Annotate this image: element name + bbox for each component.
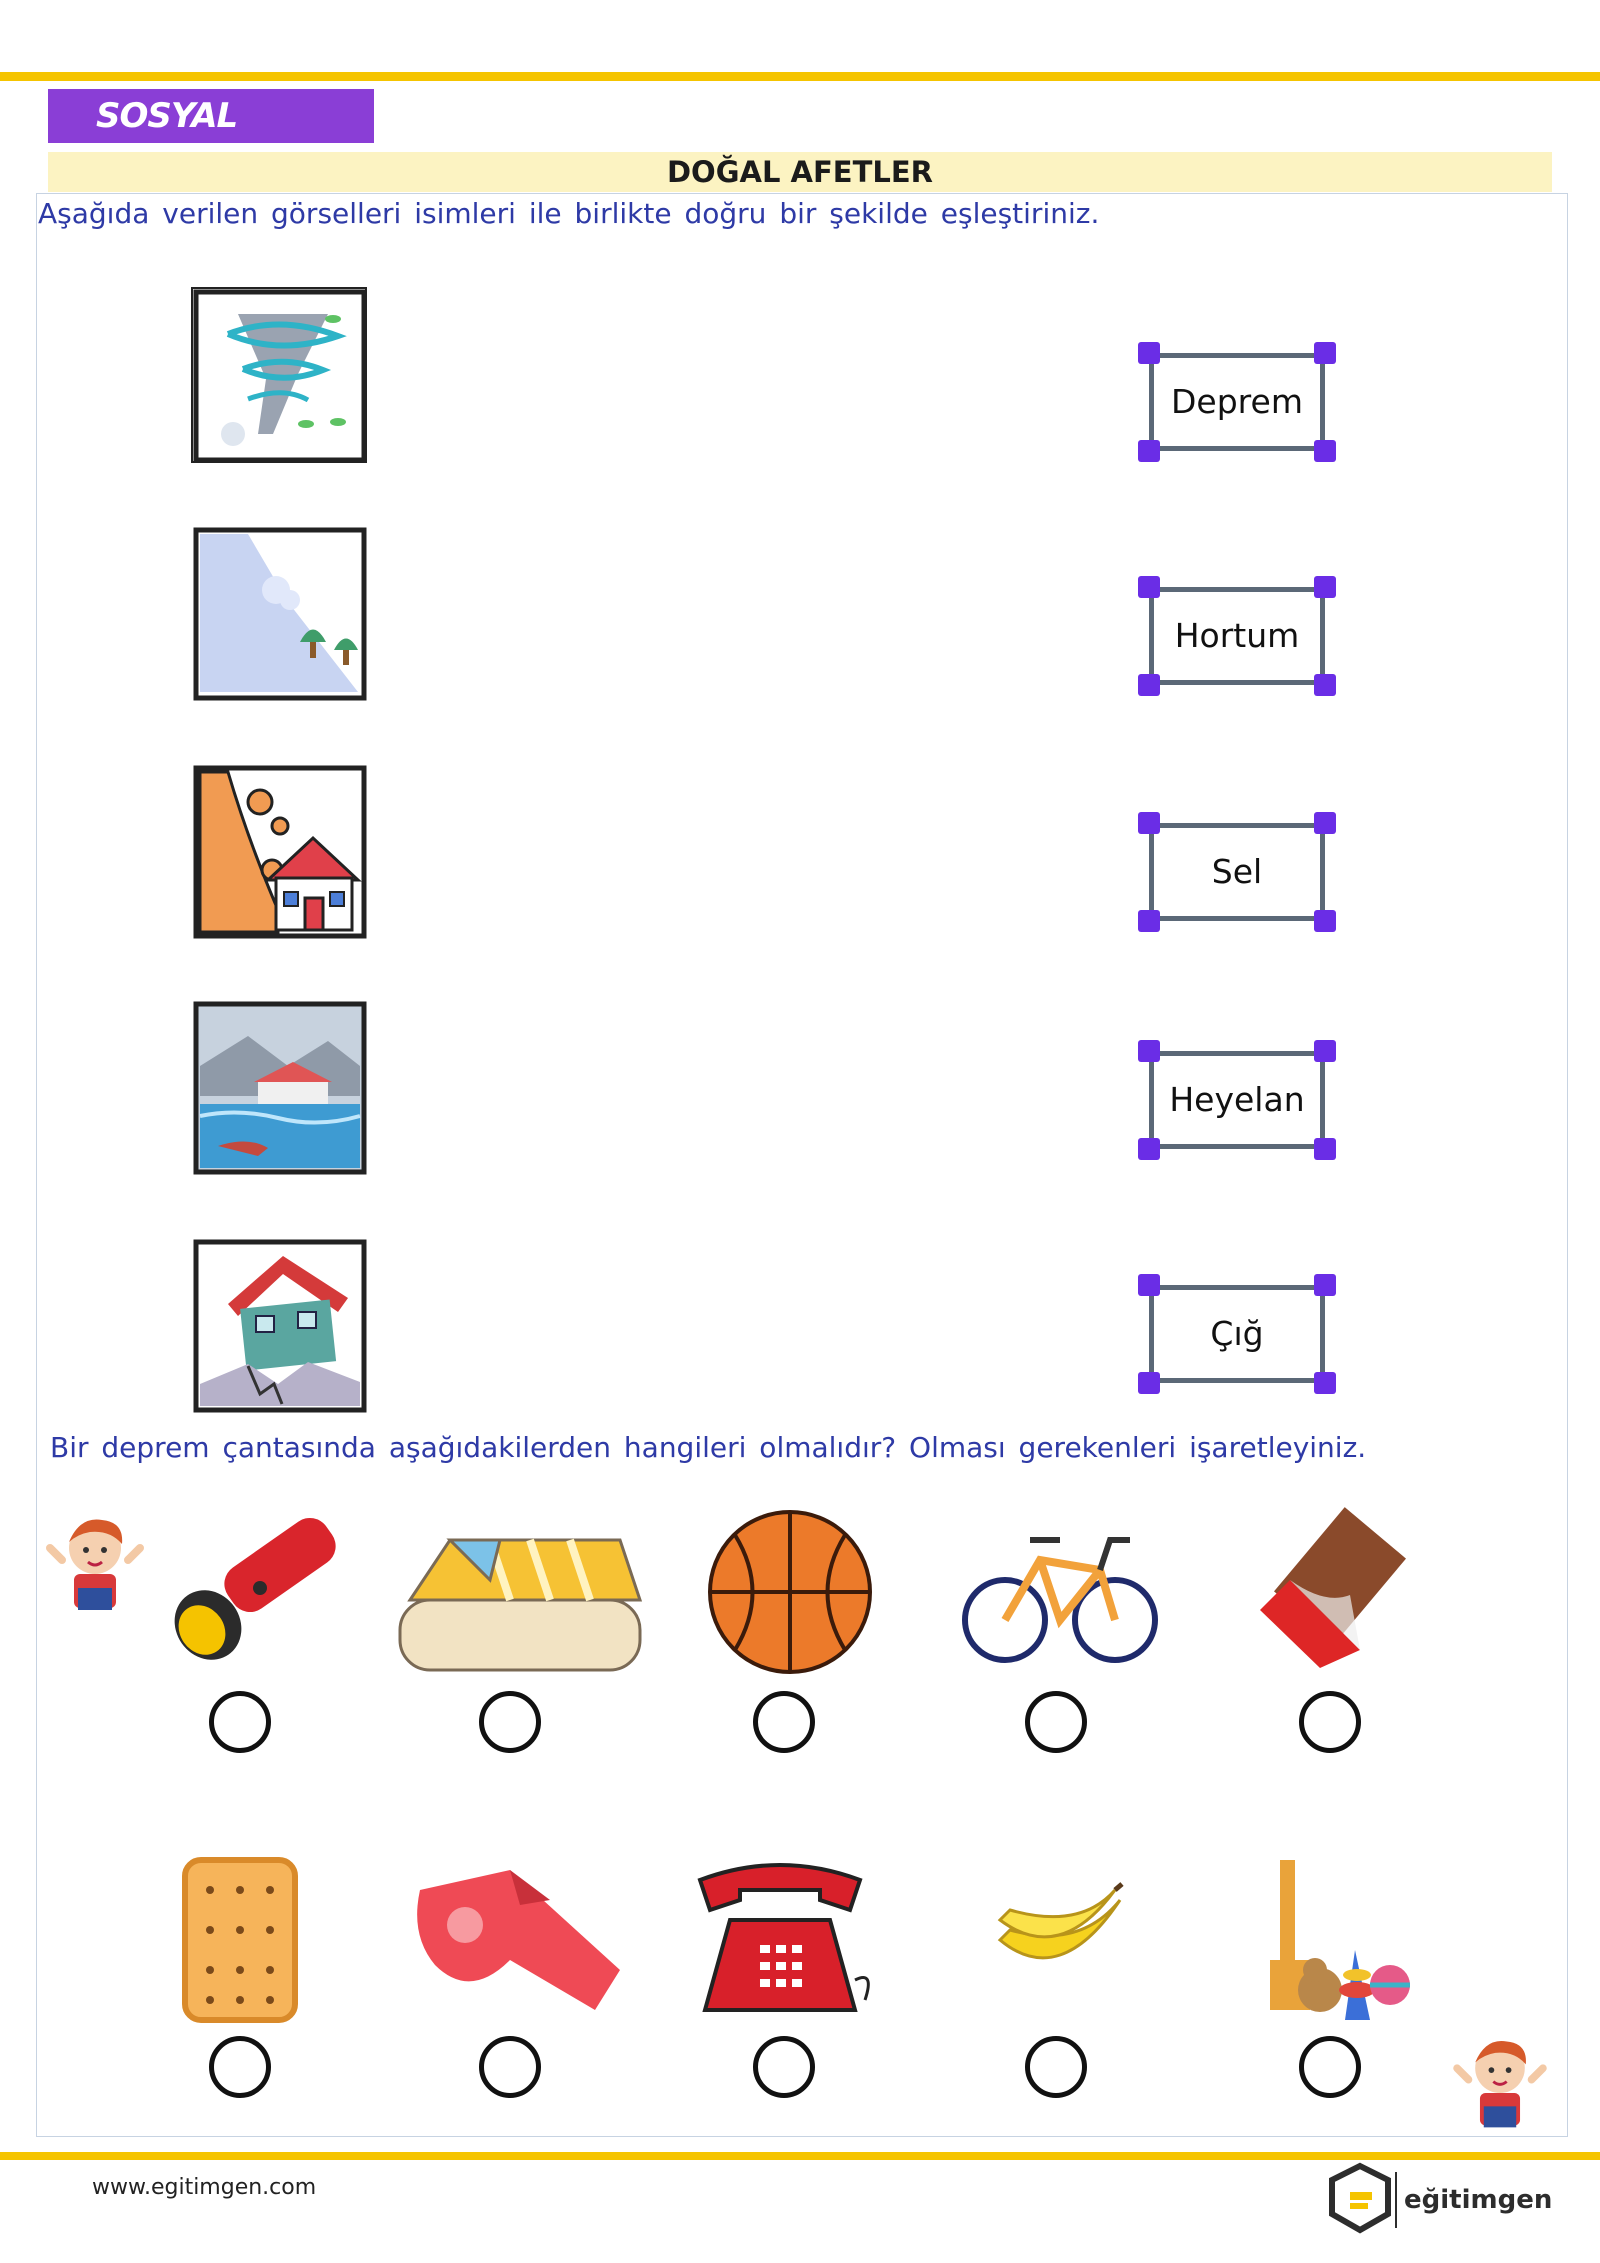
label-sel[interactable]: [1142, 816, 1332, 928]
toys-icon: [1250, 1850, 1410, 2030]
checkbox-blanket[interactable]: [479, 1691, 541, 1753]
footer-website-link[interactable]: www.egitimgen.com: [92, 2175, 317, 2200]
bottom-accent-bar: [0, 2152, 1600, 2160]
checkbox-bicycle[interactable]: [1025, 1691, 1087, 1753]
label-deprem[interactable]: [1142, 346, 1332, 458]
banana-icon: [990, 1870, 1130, 2000]
checkbox-toys[interactable]: [1299, 2036, 1361, 2098]
tornado-icon[interactable]: [188, 284, 372, 468]
biscuit-icon: [160, 1850, 320, 2030]
label-text: Heyelan: [1169, 1080, 1305, 1119]
telephone-icon: [680, 1850, 880, 2030]
label-cig[interactable]: [1142, 1278, 1332, 1390]
checkbox-chocolate[interactable]: [1299, 1691, 1361, 1753]
top-accent-bar: [0, 72, 1600, 81]
whistle-icon: [400, 1850, 630, 2030]
worksheet-title: DOĞAL AFETLER: [48, 152, 1552, 192]
flashlight-icon: [150, 1500, 350, 1680]
child-mascot-icon: [1440, 2030, 1560, 2135]
earthquake-icon[interactable]: [188, 1234, 372, 1418]
blanket-icon: [390, 1510, 650, 1690]
checkbox-banana[interactable]: [1025, 2036, 1087, 2098]
label-text: Çığ: [1210, 1314, 1264, 1353]
checkbox-basketball[interactable]: [753, 1691, 815, 1753]
label-heyelan[interactable]: [1142, 1044, 1332, 1156]
label-text: Hortum: [1174, 616, 1300, 655]
label-text: Deprem: [1171, 382, 1303, 421]
checklist-instruction: Bir deprem çantasında aşağıdakilerden hangileri olmalıdır? Olması gerekenleri işaretleyiniz.: [50, 1431, 1367, 1464]
basketball-icon: [690, 1500, 890, 1680]
subject-tag: SOSYAL: [48, 89, 374, 143]
checkbox-biscuit[interactable]: [209, 2036, 271, 2098]
chocolate-icon: [1230, 1500, 1430, 1680]
checkbox-flashlight[interactable]: [209, 1691, 271, 1753]
landslide-icon[interactable]: [188, 760, 372, 944]
avalanche-icon[interactable]: [188, 522, 372, 706]
flood-icon[interactable]: [188, 996, 372, 1180]
egitimgen-logo: [1322, 2162, 1562, 2238]
child-mascot-icon: [40, 1508, 150, 1618]
checkbox-whistle[interactable]: [479, 2036, 541, 2098]
label-text: Sel: [1211, 852, 1263, 891]
matching-instruction: Aşağıda verilen görselleri isimleri ile birlikte doğru bir şekilde eşleştiriniz.: [38, 197, 1100, 230]
label-hortum[interactable]: [1142, 580, 1332, 692]
checkbox-telephone[interactable]: [753, 2036, 815, 2098]
bicycle-icon: [960, 1500, 1160, 1680]
logo-wordmark: eğitimgen: [1404, 2185, 1553, 2215]
